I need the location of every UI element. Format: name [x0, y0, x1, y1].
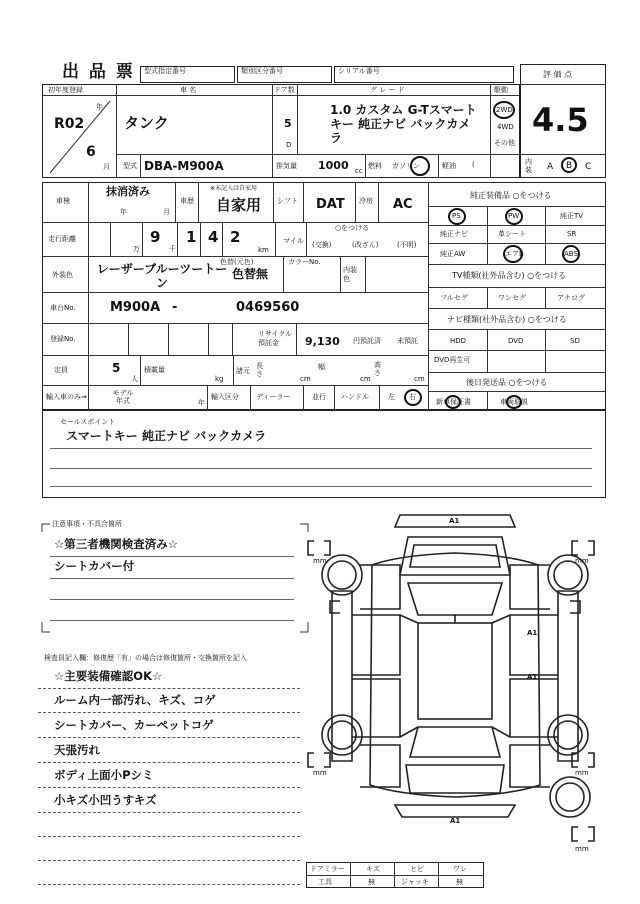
car-name-label: 車 名	[180, 86, 197, 94]
length-unit: cm	[300, 375, 311, 383]
load-label: 積載量	[144, 366, 165, 374]
fuel-label: 燃料	[368, 162, 382, 170]
score-label: 評 価 点	[543, 70, 573, 79]
check-label: ○をつける	[335, 224, 370, 232]
history-label: 車歴	[180, 197, 194, 205]
import-parallel: 並行	[312, 393, 326, 401]
later-title: 後日発送品 ○をつける	[466, 378, 548, 387]
chassis-dash: -	[172, 300, 178, 315]
mile-label: マイル	[283, 237, 304, 245]
later-manual: 車両取説	[500, 398, 528, 406]
equipment-title: 純正装備品 ○をつける	[470, 191, 552, 200]
mileage-man: 万	[133, 245, 140, 253]
inspector-line-6: 小キズ小凹うすキズ	[54, 793, 157, 807]
navi-title: ナビ種類(社外品含む) ○をつける	[447, 315, 567, 324]
inspector-line-5: ボディ上面小Pシミ	[54, 768, 154, 782]
inspector-line-1: ☆主要装備確認OK☆	[54, 669, 163, 683]
equip-aw: 純正AW	[440, 250, 466, 258]
fuel-gasoline: ガソリン	[392, 162, 420, 170]
mileage-digit-2: 1	[186, 228, 197, 246]
notes-line-2: シートカバー付	[54, 559, 135, 573]
equip-abs: ABS	[564, 250, 578, 258]
unregistered-note: ※未記入は自家用	[210, 185, 258, 192]
shaken-month: 月	[163, 208, 170, 216]
fuel-diesel: 軽油	[442, 162, 456, 170]
recycle-label: リサイクル預託金	[258, 330, 293, 347]
repaint-label: 色替(元色)	[220, 258, 254, 266]
width-label: 幅	[318, 363, 325, 371]
diagram-mm-3: mm	[313, 769, 327, 777]
legend-crack: ヒビ	[410, 865, 424, 873]
legend-mirror: ドアミラー	[310, 865, 345, 873]
tv-title: TV種類(社外品含む) ○をつける	[452, 271, 567, 280]
navi-dvd: DVD	[508, 337, 524, 345]
drive-2wd: 2WD	[496, 106, 513, 114]
mileage-digit-1: 9	[150, 228, 161, 246]
mileage-label: 走行距離	[48, 235, 76, 243]
recycle-unit: 円預託済	[353, 337, 381, 345]
model-year-unit: 年	[198, 399, 205, 407]
legend-jack: ジャッキ	[401, 878, 429, 886]
import-type-label: 輸入区分	[211, 393, 239, 401]
color-label: 外装色	[52, 271, 73, 279]
chassis-number: 0469560	[236, 300, 300, 315]
height-unit: cm	[414, 375, 425, 383]
drive-4wd: 4WD	[497, 123, 514, 131]
chassis-model: M900A	[110, 300, 161, 315]
interior-b: B	[566, 161, 573, 171]
car-name-value: タンク	[124, 114, 169, 132]
notes-line-1: ☆第三者機関検査済み☆	[54, 537, 179, 551]
diagram-mark-right-door: A1	[527, 629, 538, 637]
mileage-km: km	[258, 246, 269, 254]
displacement-label: 排気量	[276, 162, 297, 170]
grade-label: グ レ ー ド	[370, 86, 405, 94]
mileage-sen: 千	[169, 245, 176, 253]
shaken-label: 車検	[56, 197, 70, 205]
diagram-mm-5: mm	[575, 845, 589, 853]
interior-c: C	[585, 162, 592, 172]
diagram-mark-rear: A1	[450, 817, 461, 825]
legend-tools-value: 無	[368, 878, 375, 886]
serial-number-label: シリアル番号	[338, 67, 380, 75]
swap-label: (交換)	[312, 241, 332, 249]
doors-value: 5	[284, 117, 292, 130]
dvd-play: DVD再生可	[434, 356, 471, 364]
mileage-digit-4: 2	[230, 228, 241, 246]
equip-sr: SR	[567, 230, 577, 238]
capacity-value: 5	[112, 361, 121, 375]
handle-left: 左	[388, 393, 395, 401]
handle-label: ハンドル	[341, 393, 369, 401]
diagram-mm-1: mm	[313, 557, 327, 565]
equip-ps: PS	[452, 212, 461, 220]
displacement-value: 1000	[318, 159, 349, 172]
reg-label: 登録No.	[50, 335, 76, 343]
inspector-line-4: 天張汚れ	[54, 743, 100, 757]
fuel-circle	[410, 156, 430, 176]
mileage-digit-3: 4	[208, 228, 219, 246]
legend-tools: 工具	[318, 878, 332, 886]
interior-a: A	[547, 162, 554, 172]
chassis-label: 車台No.	[50, 304, 76, 312]
inspector-line-3: シートカバー、カーペットコゲ	[54, 718, 214, 732]
navi-sd: SD	[570, 337, 580, 345]
cc-unit: cc	[355, 167, 363, 175]
unknown-label: (不明)	[397, 241, 417, 249]
model-label: 型式	[123, 162, 137, 170]
recycle-unpaid: 未預託	[397, 337, 418, 345]
equip-airbag: エアB	[505, 250, 524, 258]
model-value: DBA-M900A	[144, 159, 224, 173]
import-label: 輸入車のみ⇒	[46, 393, 87, 401]
interior-color-label: 内装色	[343, 266, 357, 283]
doors-label: ドア数	[274, 86, 295, 94]
import-dealer: ディーラー	[256, 393, 291, 401]
grade-value: 1.0 カスタム G-Tスマートキー 純正ナビ バックカメラ	[330, 103, 477, 145]
legend-jack-value: 無	[456, 878, 463, 886]
sales-point-text: スマートキー 純正ナビ バックカメラ	[66, 429, 267, 443]
ac-label: 冷房	[359, 197, 373, 205]
first-reg-label: 初年度登録	[48, 86, 83, 94]
model-designation-label: 型式指定番号	[144, 67, 186, 75]
category-number-label: 類別区分番号	[241, 67, 283, 75]
month-unit: 月	[103, 163, 110, 171]
reg-year: R02	[54, 116, 85, 132]
equip-navi: 純正ナビ	[440, 230, 468, 238]
ac-value: AC	[393, 197, 413, 212]
equip-tv: 純正TV	[560, 212, 584, 220]
handle-right: 右	[409, 393, 416, 401]
interior-label: 内装	[525, 158, 532, 174]
capacity-unit: 人	[131, 375, 138, 383]
reg-month: 6	[86, 144, 96, 160]
legend-break: ワレ	[453, 865, 467, 873]
shaken-value: 抹消済み	[106, 185, 150, 198]
inspector-line-2: ルーム内一部汚れ、キズ、コゲ	[54, 693, 216, 707]
car-damage-diagram	[300, 505, 610, 865]
model-year-label: モデル年式	[112, 389, 134, 405]
page-title: 出 品 票	[62, 62, 135, 82]
diagram-mark-right-rear: A1	[527, 673, 538, 681]
legend-scratch: キズ	[366, 865, 380, 873]
height-label: 高さ	[374, 361, 381, 377]
tv-fullseg: フルセグ	[440, 294, 468, 302]
tv-analog: アナログ	[557, 294, 585, 302]
repaint-value: 色替無	[232, 267, 269, 281]
diagram-mm-2: mm	[575, 557, 589, 565]
equip-pw: PW	[508, 212, 520, 220]
recycle-value: 9,130	[305, 335, 340, 348]
sales-point-box	[42, 410, 606, 498]
history-value: 自家用	[216, 196, 262, 214]
later-warranty: 新車保証書	[436, 398, 471, 406]
dims-label: 諸元	[236, 367, 250, 375]
capacity-label: 定員	[54, 366, 68, 374]
fuel-paren: (	[472, 161, 475, 169]
tv-oneseg: ワンセグ	[498, 294, 526, 302]
drive-label: 駆動	[494, 86, 508, 94]
shift-value: DAT	[316, 197, 345, 212]
diagram-mark-front: A1	[449, 517, 460, 525]
color-value: レーザーブルーツートーン	[96, 262, 228, 290]
navi-hdd: HDD	[450, 337, 467, 345]
load-unit: kg	[215, 375, 224, 383]
score-value: 4.5	[532, 101, 589, 139]
shift-label: シフト	[277, 197, 298, 205]
doors-d: D	[286, 141, 292, 149]
drive-other: その他	[494, 139, 515, 147]
notes-title: 注意事項・不具合箇所	[52, 520, 122, 528]
tamper-label: (改ざん)	[352, 241, 379, 249]
equip-leather: 革シート	[498, 230, 526, 238]
inspector-title: 検査員記入欄：修復歴「有」の場合は修復箇所・交換箇所を記入	[44, 654, 247, 662]
color-no-label: カラーNo.	[288, 258, 321, 266]
sales-point-label: セールスポイント	[60, 418, 116, 426]
width-unit: cm	[360, 375, 371, 383]
diagram-mm-4: mm	[575, 769, 589, 777]
length-label: 長さ	[256, 362, 263, 378]
shaken-year: 年	[120, 208, 127, 216]
year-unit: 年	[96, 103, 103, 111]
